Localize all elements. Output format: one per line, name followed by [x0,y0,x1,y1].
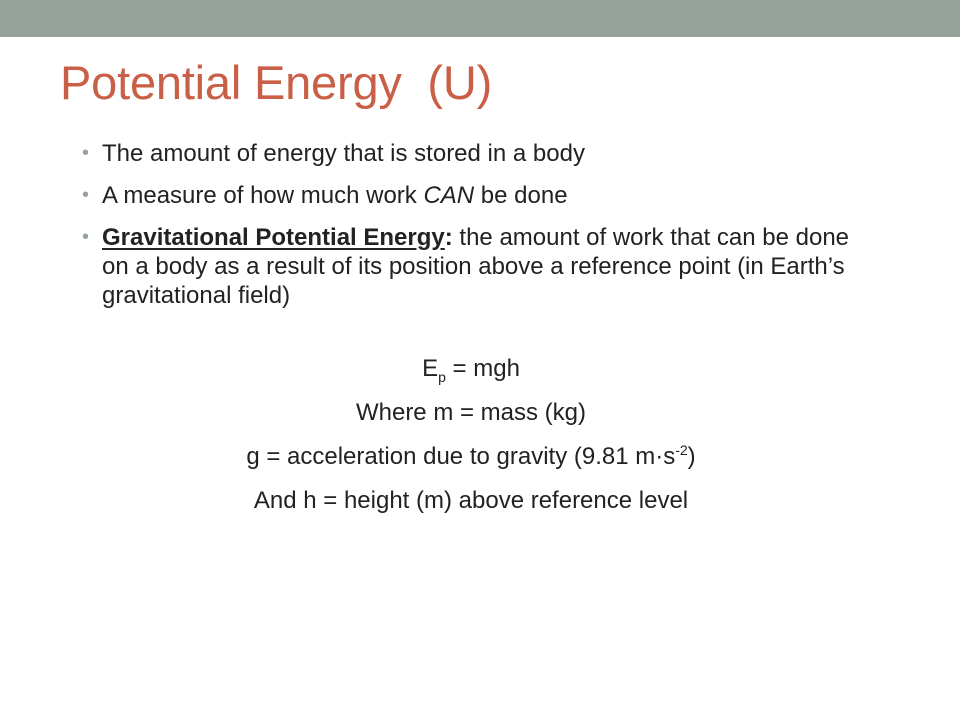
bullet-text-before: A measure of how much work [102,182,424,209]
defined-term: Gravitational Potential Energy [102,224,445,251]
formula-g-line [82,442,860,486]
bullet-list [82,139,882,323]
formula-where-line: Where m = mass (kg) [355,399,587,426]
defined-term-colon: : [444,224,453,251]
formula-equation [82,354,860,398]
slide-title: Potential Energy (U) [60,56,493,109]
bullet-item-gpe-definition [82,223,882,310]
formula-block [82,354,860,530]
definition-text: the amount of work that can be done on a body as a result of its position above a reference point (in Earth’s gravitational field) [102,224,850,309]
bullet-text-after: be done [474,182,568,209]
bullet-dot-icon: • [82,226,90,248]
formula-h-line: And h = height (m) above reference level [253,487,689,514]
g-line-exponent: -2 [675,442,688,458]
bullet-item-work-measure [82,181,882,210]
formula-expression: = mgh [445,355,520,382]
bullet-emphasis: CAN [423,182,475,209]
bullet-item-stored-energy [82,139,882,168]
bullet-text: The amount of energy that is stored in a body [102,140,585,167]
formula-symbol: E [422,355,439,382]
top-accent-bar [0,0,960,37]
bullet-dot-icon: • [82,184,90,206]
g-line-close: ) [687,443,696,470]
bullet-dot-icon: • [82,142,90,164]
g-line-text: g = acceleration due to gravity (9.81 m·s [246,443,676,470]
formula-symbol-subscript: p [438,368,446,385]
